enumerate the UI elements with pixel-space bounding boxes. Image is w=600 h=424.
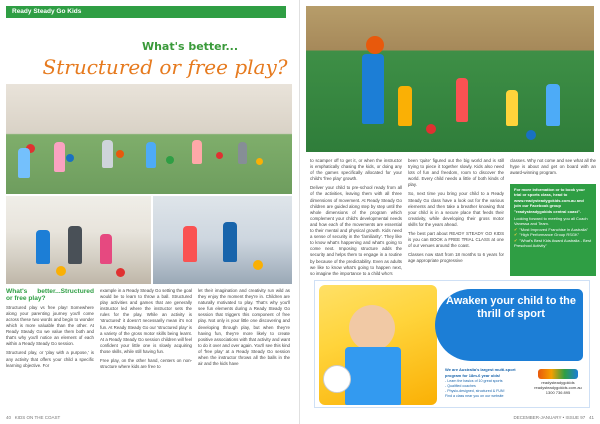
paragraph: let their imagination and creativity run wild as they enjoy the moment they're in. Children are naturally motivated to play. That's why you'll see fun elements during a Ready Steady Go session that triggers this component of free play. Not only is your little one discovering and developing through play, but when they're having fun, they're more likely to create positive associations with that activity and want to do it over and over again. You'll see this kind of 'free play' at a Ready Steady Go session when the instructor throws all the balls in the air and the kids have (198, 288, 290, 367)
paragraph: example in a Ready Steady Go setting the goal would be to learn to throw a ball. Structured play activities and games that are generally instructor led where the instructor sets the rules for the play. While an activity is 'structured' it doesn't necessarily mean it's not fun. At Ready Steady Go our 'structured play' is a variety of the gross motor skills being learnt. At a Ready Steady Go session children will feel confident your little one is slowly acquiring those skills, while still having fun. (100, 288, 193, 354)
paragraph: been 'quite' figured out the big world and is still trying to piece it together slowly. Kids also need lots of fun and freedom, room to discover the world. Every child needs a little of both kinds of play. (408, 158, 504, 188)
paragraph: So, next time you bring your child to a Ready Steady Go class have a look out for the various elements and then take a breather knowing that your child is in a secure place that feeds their creativity, while developing their gross motor skills for the years ahead. (408, 191, 504, 227)
info-outro: Looking forward to meeting you all Coach Vanessa and Team. (514, 216, 588, 227)
paragraph: Structured play vs free play! Somewhere along your parenting journey you'll come across these two words and begin to wonder which is more valuable than the other. At Ready Steady Go we value them both and that's why you'll notice an element of each within a Ready Steady Go session. (6, 304, 94, 347)
booking-info-box (510, 184, 596, 276)
page-footer-left (6, 415, 60, 420)
info-intro: For more information or to book your trial or sports class, head to www.readysteadygokids.com.au and join our Facebook group "readysteadygokids central coast". (514, 187, 585, 214)
page-footer-right (514, 415, 594, 420)
ready-steady-go-logo (533, 369, 583, 395)
toddlers-indoor-photo (6, 196, 151, 284)
left-column-3 (198, 288, 290, 370)
kids-on-blue-mat-photo (153, 196, 292, 284)
section-tag: Ready Steady Go Kids (6, 6, 286, 18)
paragraph: Free play, on the other hand, centers on non-structure where kids are free to (100, 358, 192, 370)
ad-copy (445, 367, 525, 399)
ad-headline: Awaken your child to the thrill of sport (446, 295, 576, 320)
paragraph: classes. Why not come and see what all the hype is about and get on board with an award-winning program. (510, 158, 596, 176)
ad-copy-title: We are Australia's largest multi-sport program for 18m-6 year olds! (445, 367, 516, 378)
paragraph: to scamper off to get it, or when the instructor is emphatically chasing the kids, or doing any of the games specifically allocated for your child's 'free play' growth. (310, 158, 402, 182)
paragraph: Deliver your child to pre-school ready from all of the activities, leaving them with all three dimensions of movement. At Ready Steady Go children are guided along step by step until the whole dimensions of the program which complement your child's developmental needs and how each of the movements are essential to their mental and physical growth. Kids need a sense of security in the 'familiarity'. They like to know what's happening and what's going to come next. Imposing structure adds the security and helps them to engage in a routine by because of the predictability. Even as adults we like to know what's going to happen next, so imagine the importance to a child who's (310, 185, 402, 276)
checkmark-icon: ✔ (514, 226, 518, 232)
ad-copy-line: - Learn the basics of 10 great sports (445, 379, 503, 383)
ad-copy-line: - Qualified coaches (445, 384, 476, 388)
article-title: Structured or free play? (42, 55, 288, 79)
right-column-2 (408, 158, 504, 268)
ad-copy-footer: Find a class near you on our website (445, 394, 504, 398)
right-column-1 (310, 158, 402, 280)
right-page (300, 0, 600, 424)
checkmark-icon: ✔ (514, 237, 518, 243)
award-text: "What's Best Kids Award Australia - Best Preschool Activity" (514, 237, 592, 249)
paragraph: Structured play, or 'play with a purpose,' is any activity that offers your child a specific learning objective. For (6, 350, 94, 368)
ad-child-photo (319, 285, 437, 405)
kids-in-sports-hall-photo (306, 6, 594, 152)
left-column-2 (100, 288, 192, 373)
publication-name: KIDS ON THE COAST (14, 415, 61, 420)
checkmark-icon: ✔ (514, 232, 518, 238)
logo-text: readysteadygokids (541, 380, 575, 385)
article-kicker: What's better... (141, 40, 239, 53)
page-number: 41 (588, 415, 594, 420)
page-number: 40 (6, 415, 12, 420)
logo-url: readysteadygokids.com.au (534, 385, 582, 390)
award-text: "High Performance Group RSGK" (519, 232, 580, 238)
paragraph: Classes now start from 18 months to 6 years for age appropriate progressive (408, 252, 504, 264)
award-item (514, 238, 592, 249)
advertisement (314, 280, 590, 408)
right-column-3 (510, 158, 596, 179)
issue-label: DECEMBER-JANUARY • ISSUE 97 (513, 415, 586, 420)
left-column-1 (6, 288, 94, 372)
award-text: "Most Improved Franchise in Australia" (519, 226, 589, 232)
logo-phone: 1300 736 895 (545, 390, 571, 395)
column-heading: What's better...Structured or free play? (6, 288, 94, 303)
paragraph: The best part about READY STEADY GO KIDS is you can BOOK a FREE TRIAL CLASS at one of our venues around the coast. (408, 231, 504, 249)
ad-copy-line: - Physio-designed, structured & FUN! (445, 389, 505, 393)
kids-lineup-photo (6, 84, 292, 194)
brand-logo-icon (538, 369, 578, 379)
